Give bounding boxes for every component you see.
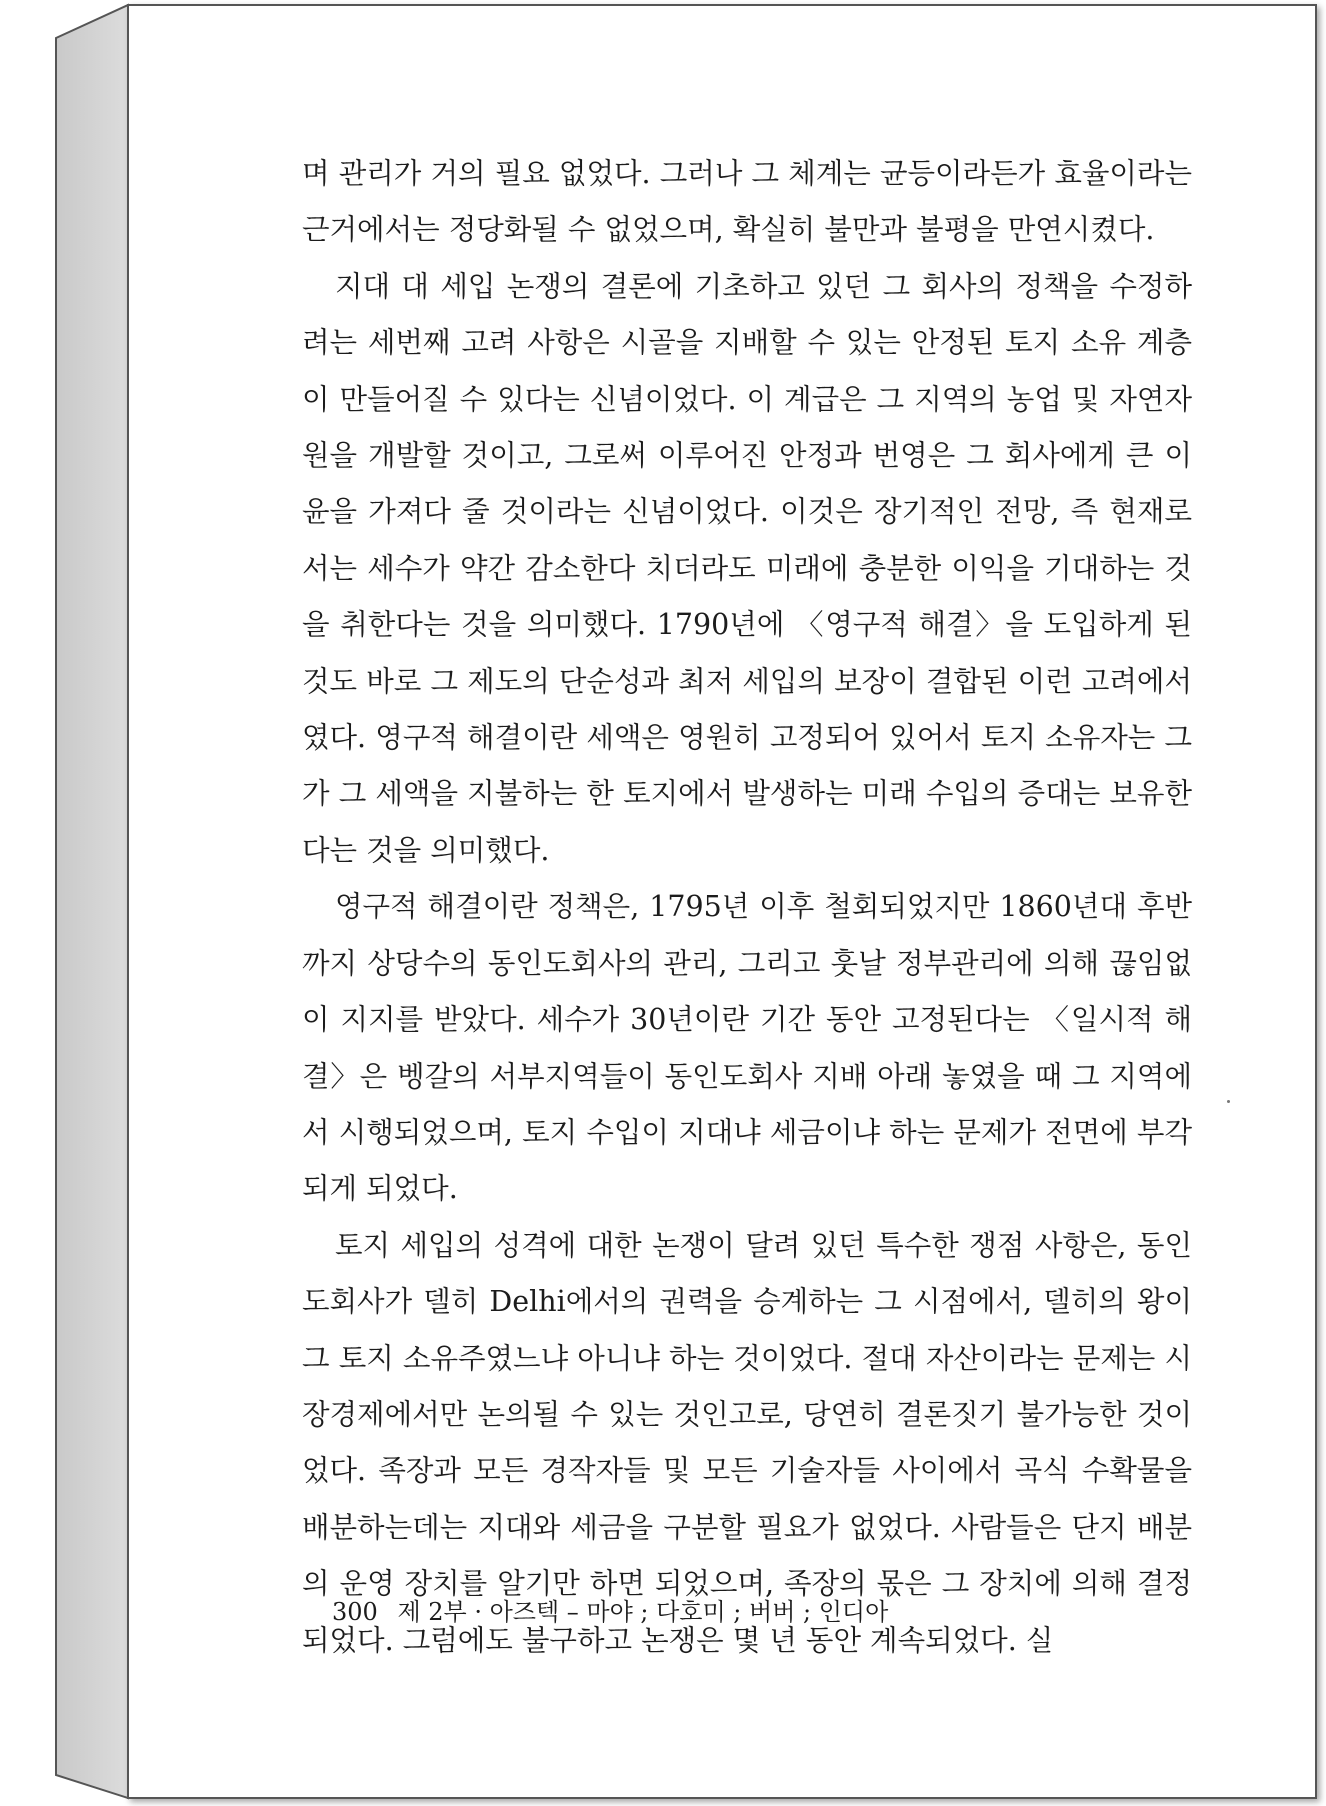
page-number: 300: [332, 1598, 378, 1626]
paragraph-4: 토지 세입의 성격에 대한 논쟁이 달려 있던 특수한 쟁점 사항은, 동인도회사가 델히 Delhi에서의 권력을 승계하는 그 시점에서, 델히의 왕이 그 토지 소유주였느냐 아니냐 하는 것이었다. 절대 자산이라는 문제는 시장경제에서만 논의될 수 있는 것인고로, 당연히 결론짓기 불가능한 것이었다. 족장과 모든 경작자들 및 모든 기술자들 사이에서 곡식 수확물을 배분하는데는 지대와 세금을 구분할 필요가 없었다. 사람들은 단지 배분의 운영 장치를 알기만 하면 되었으며, 족장의 몫은 그 장치에 의해 결정되었다. 그럼에도 불구하고 논쟁은 몇 년 동안 계속되었다. 실: [302, 1228, 1192, 1657]
scan-speck: [1227, 1100, 1230, 1103]
paragraph-3: 영구적 해결이란 정책은, 1795년 이후 철회되었지만 1860년대 후반까지 상당수의 동인도회사의 관리, 그리고 훗날 정부관리에 의해 끊임없이 지지를 받았다. 세수가 30년이란 기간 동안 고정된다는 〈일시적 해결〉은 벵갈의 서부지역들이 동인도회사 지배 아래 놓였을 때 그 지역에서 시행되었으며, 토지 수입이 지대냐 세금이냐 하는 문제가 전면에 부각되게 되었다.: [302, 890, 1192, 1206]
body-text: [302, 146, 1192, 1669]
paragraph-2: 지대 대 세입 논쟁의 결론에 기초하고 있던 그 회사의 정책을 수정하려는 세번째 고려 사항은 시골을 지배할 수 있는 안정된 토지 소유 계층이 만들어질 수 있다는 신념이었다. 이 계급은 그 지역의 농업 및 자연자원을 개발할 것이고, 그로써 이루어진 안정과 번영은 그 회사에게 큰 이윤을 가져다 줄 것이라는 신념이었다. 이것은 장기적인 전망, 즉 현재로서는 세수가 약간 감소한다 치더라도 미래에 충분한 이익을 기대하는 것을 취한다는 것을 의미했다. 1790년에 〈영구적 해결〉을 도입하게 된 것도 바로 그 제도의 단순성과 최저 세입의 보장이 결합된 이런 고려에서였다. 영구적 해결이란 세액은 영원히 고정되어 있어서 토지 소유자는 그가 그 세액을 지불하는 한 토지에서 발생하는 미래 수입의 증대는 보유한다는 것을 의미했다.: [302, 269, 1192, 867]
page-footer: [332, 1592, 888, 1627]
book-page: [127, 4, 1317, 1799]
running-title: 제 2부 · 아즈텍 – 마야 ; 다호미 ; 버버 ; 인디아: [397, 1598, 889, 1626]
paragraph-1: 며 관리가 거의 필요 없었다. 그러나 그 체계는 균등이라든가 효율이라는 근거에서는 정당화될 수 없었으며, 확실히 불만과 불평을 만연시켰다.: [302, 157, 1192, 247]
book-side-edge: [0, 0, 140, 1806]
